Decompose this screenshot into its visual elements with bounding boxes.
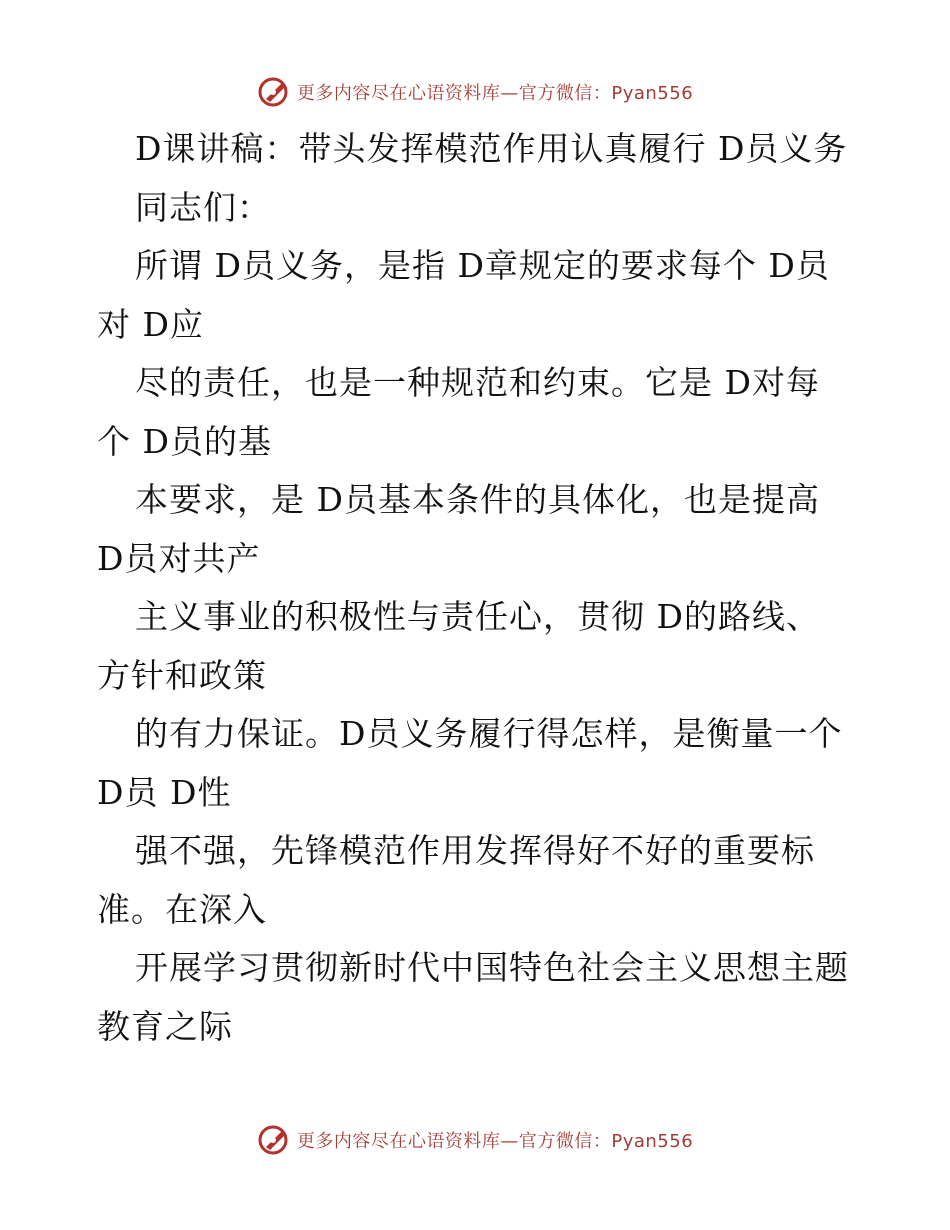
footer-banner [0,1120,950,1160]
body-line: 主义事业的积极性与责任心，贯彻 D的路线、 [135,597,820,636]
title-line: D课讲稿：带头发挥模范作用认真履行 D员义务 [135,129,848,168]
body-line: 个 D员的基 [97,421,272,461]
body-line: D员对共产 [97,538,261,578]
document-body [0,120,950,1056]
pen-logo-icon [257,1123,291,1157]
body-line: 强不强，先锋模范作用发挥得好不好的重要标 [135,831,815,870]
body-line: 本要求，是 D员基本条件的具体化，也是提高 [135,480,820,519]
banner-text: 更多内容尽在心语资料库—官方微信：Pyan556 [296,83,694,104]
body-line: 尽的责任，也是一种规范和约束。它是 D对每 [135,363,820,402]
salutation-line: 同志们： [135,187,271,227]
banner-text: 更多内容尽在心语资料库—官方微信：Pyan556 [296,1131,694,1152]
body-line: 方针和政策 [97,655,267,695]
body-line: 所谓 D员义务，是指 D章规定的要求每个 D员 [135,246,830,285]
body-line: 教育之际 [97,1006,233,1046]
body-line: 开展学习贯彻新时代中国特色社会主义思想主题 [135,948,849,987]
pen-logo-icon [257,75,291,109]
body-line: D员 D性 [97,772,232,812]
body-line: 的有力保证。D员义务履行得怎样，是衡量一个 [135,714,843,753]
header-banner [0,72,950,112]
body-line: 对 D应 [97,304,204,344]
body-line: 准。在深入 [97,889,267,929]
